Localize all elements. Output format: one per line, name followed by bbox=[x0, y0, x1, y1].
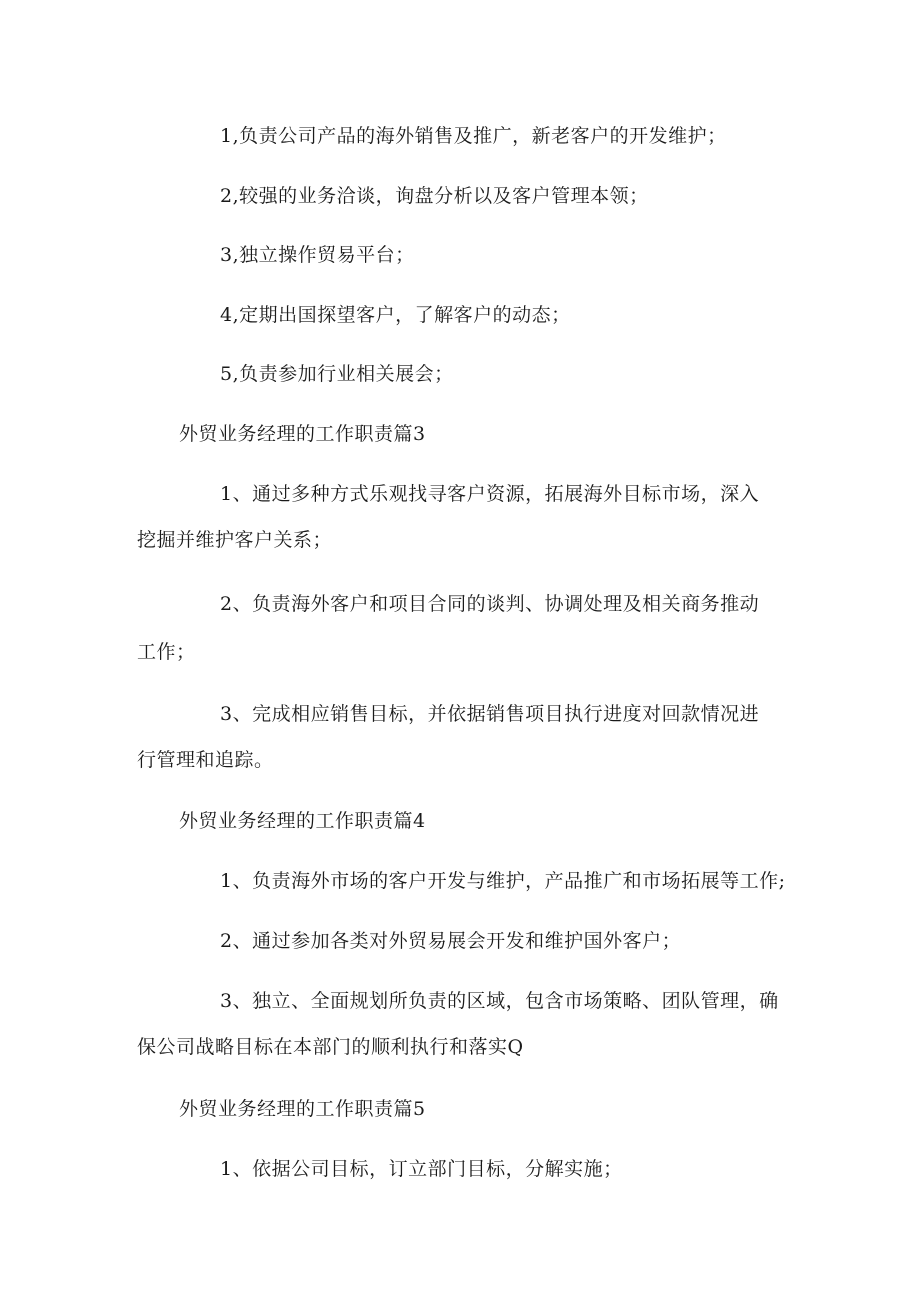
section-heading: 外贸业务经理的工作职责篇3 bbox=[179, 423, 426, 445]
list-item: 1、依据公司目标，订立部门目标，分解实施； bbox=[220, 1158, 623, 1180]
list-item: 2,较强的业务洽谈，询盘分析以及客户管理本领； bbox=[220, 185, 649, 207]
list-item-continuation: 工作； bbox=[137, 641, 196, 663]
list-item-continuation: 挖掘并维护客户关系； bbox=[137, 529, 333, 551]
list-item: 2、负责海外客户和项目合同的谈判、协调处理及相关商务推动 bbox=[220, 593, 760, 615]
list-item: 4,定期出国探望客户，了解客户的动态； bbox=[220, 304, 571, 326]
list-item: 2、通过参加各类对外贸易展会开发和维护国外客户； bbox=[220, 930, 682, 952]
list-item-continuation: 行管理和追踪。 bbox=[137, 749, 274, 771]
section-heading: 外贸业务经理的工作职责篇4 bbox=[179, 810, 426, 832]
section-heading: 外贸业务经理的工作职责篇5 bbox=[179, 1098, 426, 1120]
list-item-continuation: 保公司战略目标在本部门的顺利执行和落实Q bbox=[137, 1036, 524, 1058]
list-item: 3、独立、全面规划所负责的区域，包含市场策略、团队管理，确 bbox=[220, 990, 779, 1012]
list-item: 5,负责参加行业相关展会； bbox=[220, 363, 454, 385]
list-item: 1,负责公司产品的海外销售及推广，新老客户的开发维护； bbox=[220, 125, 727, 147]
list-item: 3、完成相应销售目标，并依据销售项目执行进度对回款情况进 bbox=[220, 703, 760, 725]
list-item: 3,独立操作贸易平台； bbox=[220, 244, 415, 266]
list-item: 1、通过多种方式乐观找寻客户资源，拓展海外目标市场，深入 bbox=[220, 483, 760, 505]
list-item: 1、负责海外市场的客户开发与维护，产品推广和市场拓展等工作; bbox=[220, 870, 786, 892]
